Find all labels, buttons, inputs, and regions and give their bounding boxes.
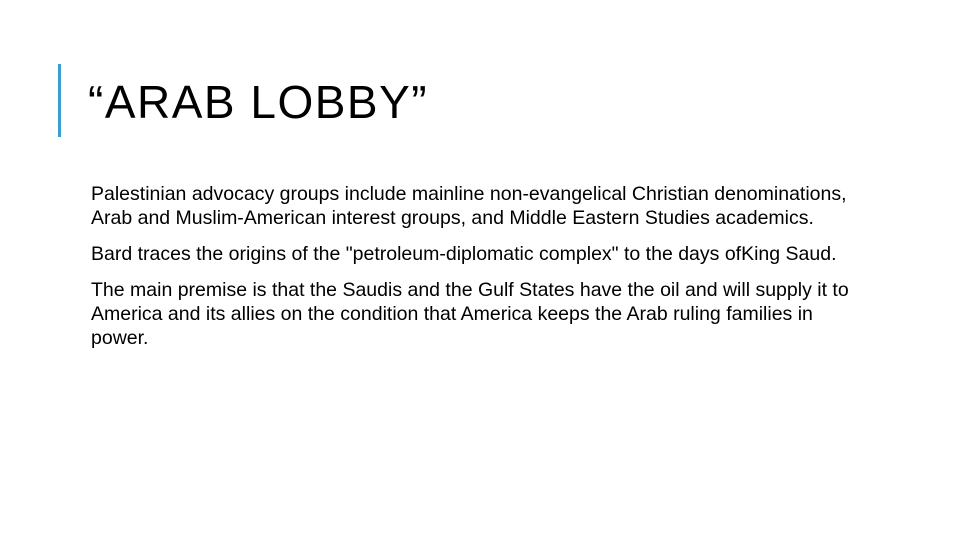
- paragraph-main-premise: The main premise is that the Saudis and the Gulf States have the oil and will supply it to America and its allies on the condition that America keeps the Arab ruling families in power.: [91, 279, 849, 349]
- slide-body: [91, 182, 851, 362]
- slide-title: “ARAB LOBBY”: [88, 76, 429, 128]
- paragraph-advocacy-groups: Palestinian advocacy groups include mainline non-evangelical Christian denominations, Arab and Muslim-American interest groups, and Middle Eastern Studies academics.: [91, 183, 847, 229]
- paragraph-petroleum-complex: Bard traces the origins of the "petroleum-diplomatic complex" to the days ofKing Saud.: [91, 243, 837, 265]
- title-accent-bar: [58, 64, 61, 137]
